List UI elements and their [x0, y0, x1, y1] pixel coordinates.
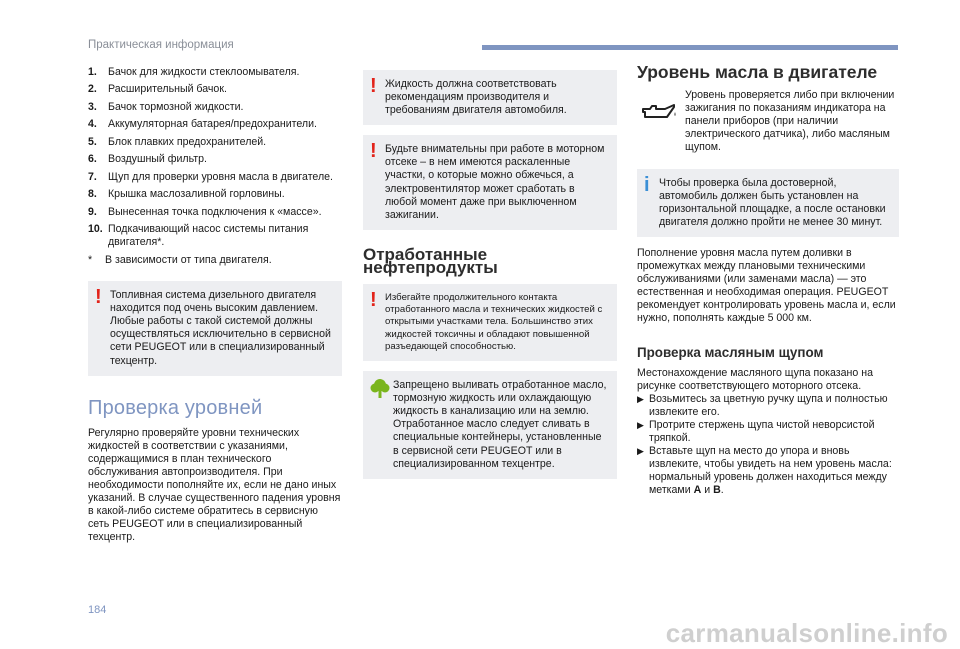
column-left [88, 62, 342, 545]
list-item: 9. Вынесенная точка подключения к «массе». [88, 205, 322, 218]
column-right [637, 62, 899, 498]
warning-text: Топливная система дизельного двигателя находится под очень высоким давлением. Любые работы с такой системой должны осуществляться исключительно в сервисной сети PEUGEOT или в специализированный техцентр. [110, 289, 331, 367]
warning-box [363, 70, 617, 125]
column-middle [363, 62, 617, 479]
info-icon: i [644, 173, 650, 196]
section-body: Регулярно проверяйте уровни технических жидкостей в соответствии с указаниями, содержащимися в план технического обслуживания автопроизводителя. При необходимости пополняйте их, если не дано иных указаний. В случае существенного падения уровня в какой-либо системе обратитесь в сервисную сеть PEUGEOT или в специализированный техцентр. [88, 426, 341, 544]
list-item: 8. Крышка маслозаливной горловины. [88, 188, 285, 201]
arrow-bullet-icon: ▶ [637, 419, 644, 430]
list-item: ▶ Возьмитесь за цветную ручку щупа и полностью извлеките его. [637, 392, 888, 418]
oil-level-intro [637, 89, 899, 154]
arrow-bullet-icon: ▶ [637, 446, 644, 457]
list-item: 1. Бачок для жидкости стеклоомывателя. [88, 66, 300, 78]
warning-box [88, 281, 342, 376]
warning-icon: ! [95, 286, 102, 309]
section-body: Пополнение уровня масла путем доливки в промежутках между плановыми техническими обслуживаниями (или заменами масла) — это естественная и необходимая операция. PEUGEOT рекомендует контролировать уровень масла и, если нужно, пополнять каждые 5 000 км. [637, 246, 896, 325]
eco-text: Запрещено выливать отработанное масло, тормозную жидкость или охлаждающую жидкость в канализацию или на землю. Отработанное масло следует сливать в специальные контейнеры, установленные в сервисной сети PEUGEOT или в специализированном техцентре. [393, 379, 607, 470]
component-list [88, 66, 342, 250]
subsection-intro: Местонахождение масляного щупа показано на рисунке соответствующего моторного отсека. [637, 366, 873, 392]
watermark: carmanualsonline.info [665, 618, 948, 648]
warning-icon: ! [370, 75, 377, 97]
header-bar [482, 45, 898, 50]
page-number: 184 [88, 604, 107, 616]
warning-icon: ! [370, 289, 377, 312]
list-item: ▶ Вставьте щуп на место до упора и вновь извлеките, чтобы увидеть на нем уровень масла: нормальный уровень должен находиться между метками A и B. [637, 445, 892, 497]
warning-box [363, 135, 617, 230]
section-heading: Уровень масла в двигателе [637, 62, 878, 82]
subsection-heading: Проверка масляным щупом [637, 344, 824, 360]
list-item: 4. Аккумуляторная батарея/предохранители. [88, 118, 317, 131]
list-item: 2. Расширительный бачок. [88, 83, 227, 96]
warning-icon: ! [370, 140, 377, 163]
arrow-bullet-icon: ▶ [637, 393, 644, 404]
warning-box [363, 284, 617, 361]
steps-list [637, 393, 899, 498]
info-box [637, 169, 899, 237]
warning-text: Жидкость должна соответствовать рекомендациям производителя и требованиям двигателя автомобиля. [385, 78, 567, 117]
header-title: Практическая информация [88, 39, 234, 51]
footnote: * В зависимости от типа двигателя. [88, 253, 272, 266]
section-heading: Проверка уровней [88, 396, 263, 419]
list-item: 7. Щуп для проверки уровня масла в двигателе. [88, 170, 333, 183]
eco-box [363, 371, 617, 479]
list-item: ▶ Протрите стержень щупа чистой неворсистой тряпкой. [637, 418, 875, 445]
mark-a: A [693, 484, 702, 497]
oil-level-text: Уровень проверяется либо при включении зажигания по показаниям индикатора на панели приборов (при наличии электрического датчика), либо масляным щупом. [685, 89, 895, 154]
list-item: 10. Подкачивающий насос системы питания двигателя*. [88, 223, 309, 249]
info-text: Чтобы проверка была достоверной, автомобиль должен быть установлен на горизонтальной площадке, а после остановки двигателя должно пройти не менее 30 минут. [659, 176, 886, 228]
mark-b: B [713, 484, 721, 497]
list-item: 6. Воздушный фильтр. [88, 153, 207, 166]
list-item: 3. Бачок тормозной жидкости. [88, 100, 244, 113]
warning-text: Будьте внимательны при работе в моторном отсеке – в нем имеются раскаленные участки, о которые можно обжечься, а электровентилятор может сработать в любой момент даже при выключенном зажигании. [385, 143, 605, 221]
oil-can-icon [641, 103, 685, 154]
list-item: 5. Блок плавких предохранителей. [88, 135, 267, 148]
warning-text: Избегайте продолжительного контакта отработанного масла и технических жидкостей с открытыми участками тела. Большинство этих жидкостей токсичны и обладают повышенной разъедающей способностью. [385, 292, 603, 352]
section-heading: Отработанные нефтепродукты [363, 244, 498, 277]
tree-icon [370, 378, 390, 404]
